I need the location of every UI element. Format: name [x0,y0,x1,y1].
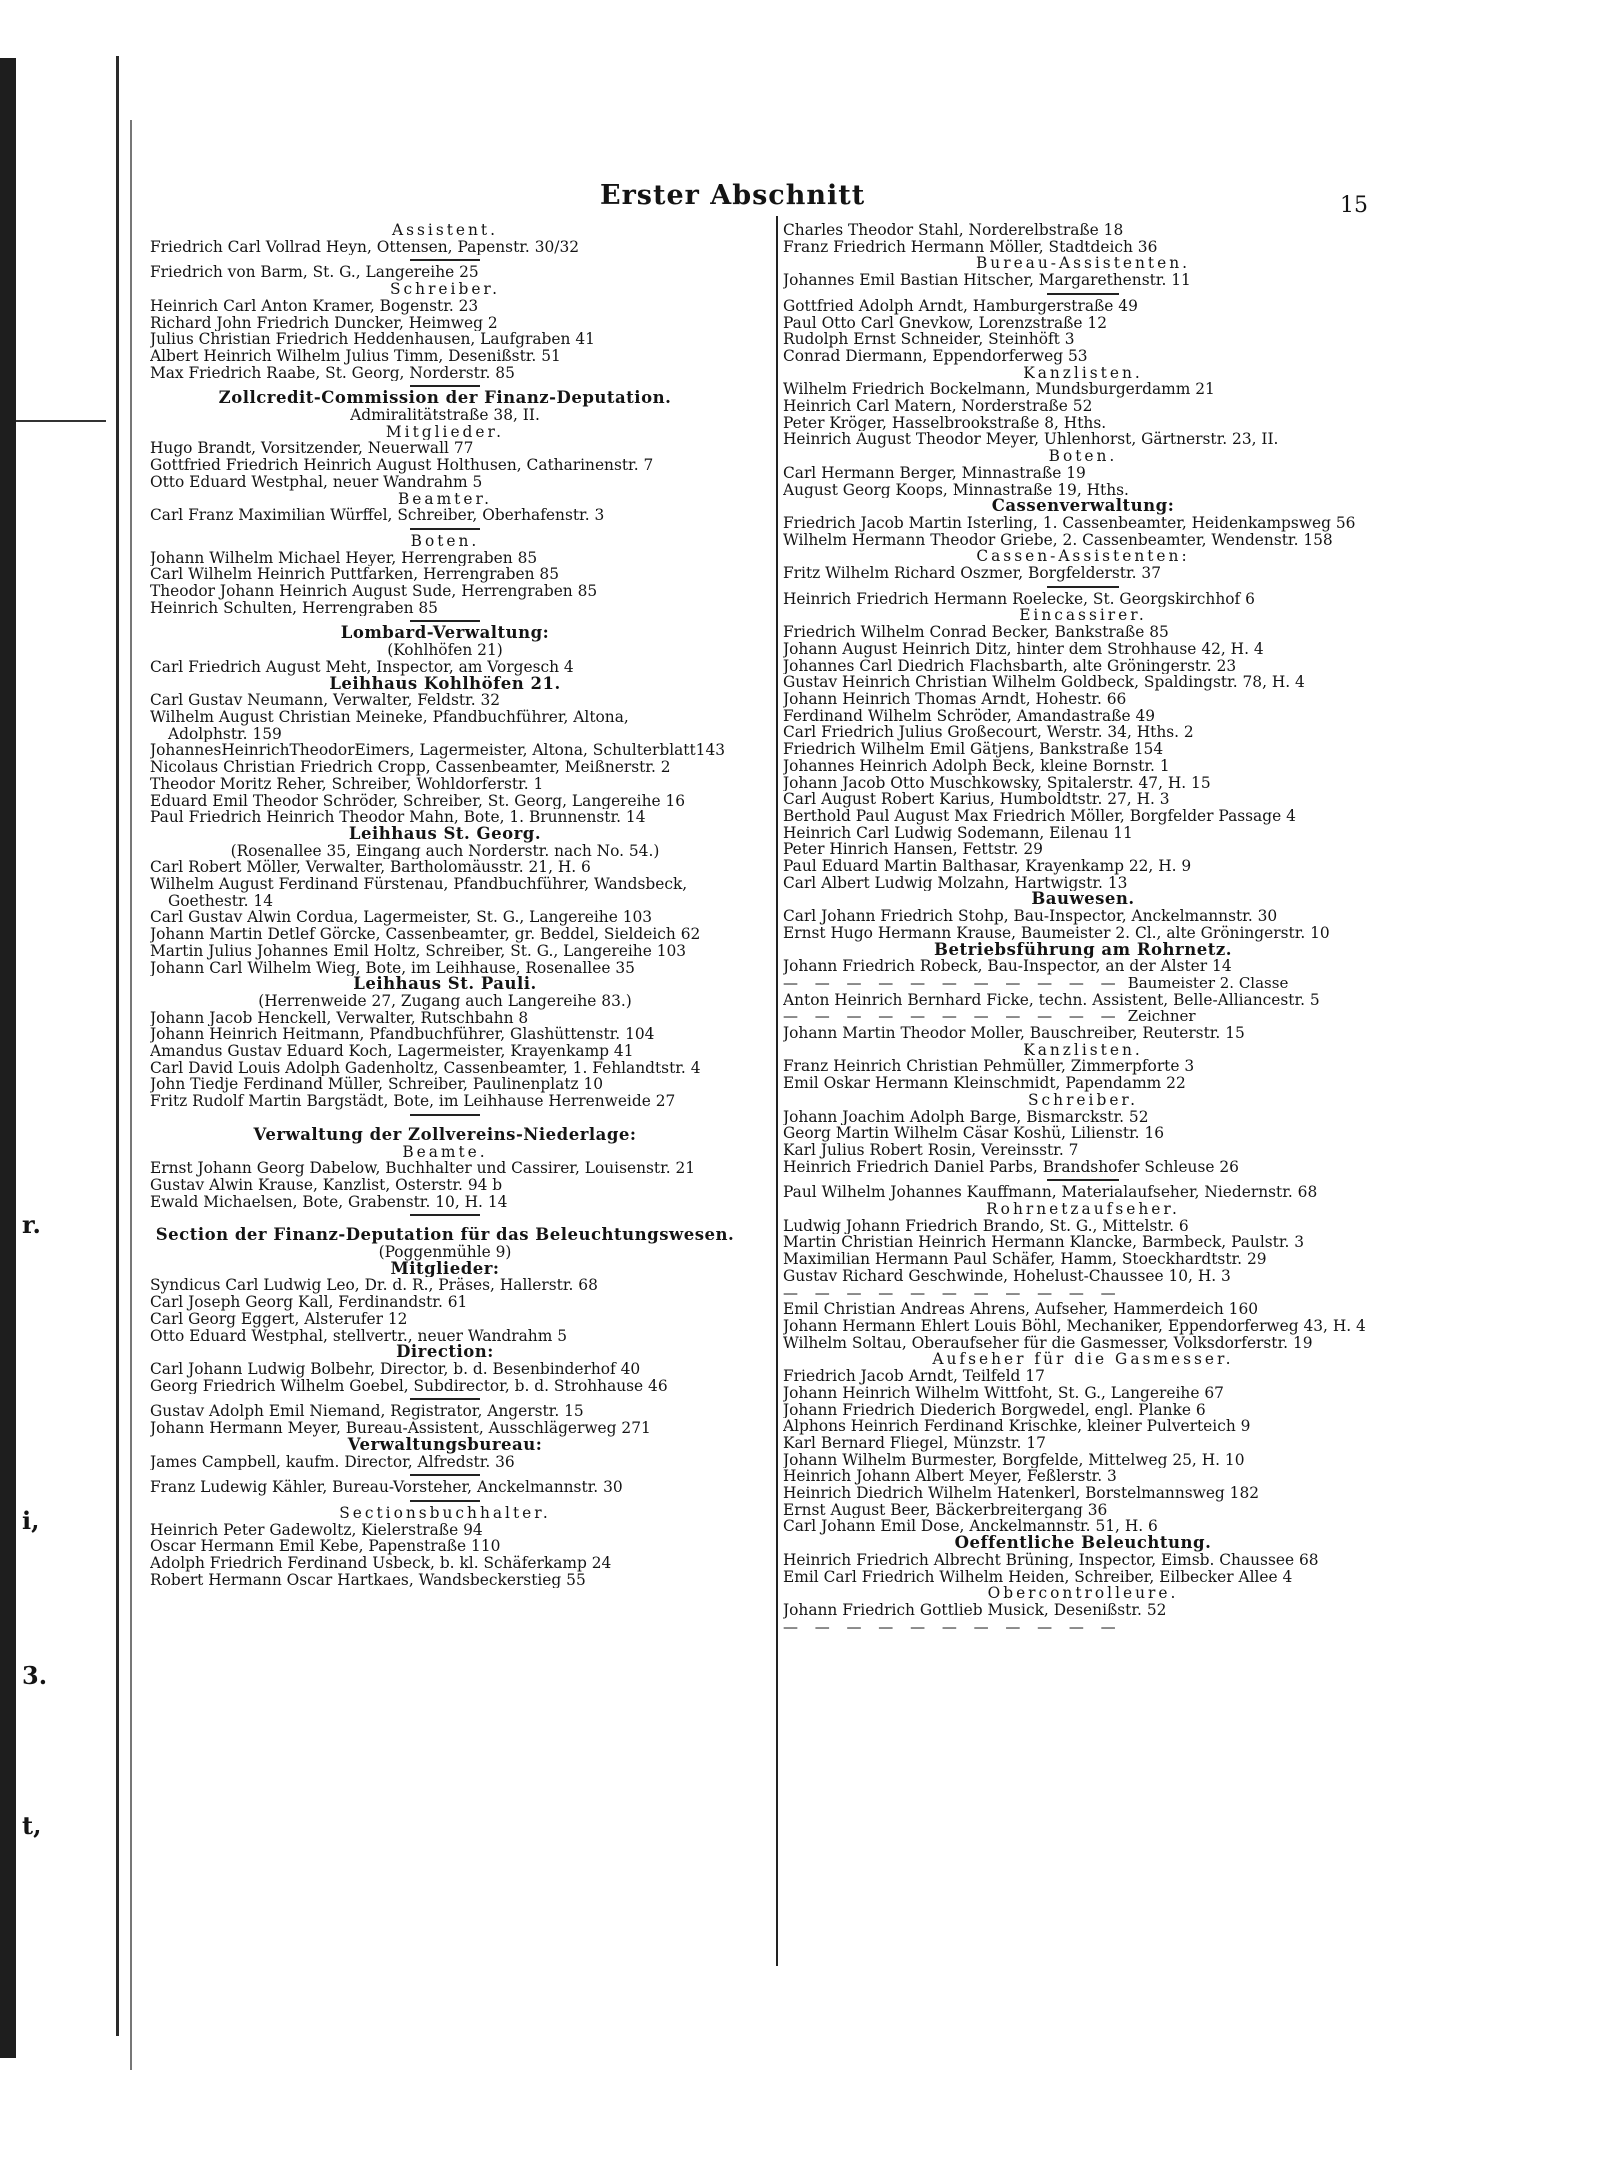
address-note: (Kohlhöfen 21) [387,642,503,659]
directory-entry: Ludwig Johann Friedrich Brando, St. G., Mittelstr. 6 [783,1217,1189,1235]
directory-entry: Friedrich Jacob Martin Isterling, 1. Cassenbeamter, Heidenkampsweg 56 [783,514,1356,532]
directory-entry: Franz Friedrich Hermann Möller, Stadtdeich 36 [783,238,1158,256]
section-rule [150,1470,740,1479]
directory-entry: Heinrich Carl Ludwig Sodemann, Eilenau 11 [783,824,1133,842]
directory-entry: Carl Johann Ludwig Bolbehr, Director, b. d. Besenbinderhof 40 [150,1361,641,1378]
dash-entry [783,1619,1383,1636]
directory-entry: Heinrich Friedrich Albrecht Brüning, Inspector, Eimsb. Chaussee 68 [783,1551,1319,1569]
directory-entry: Carl Gustav Neumann, Verwalter, Feldstr. 32 [150,692,501,709]
directory-entry: Alphons Heinrich Ferdinand Krischke, kleiner Pulverteich 9 [783,1418,1251,1435]
directory-entry: Julius Christian Friedrich Heddenhausen, Laufgraben 41 [150,331,595,348]
section-heading: Bauwesen. [1031,891,1135,909]
sub-heading: Obercontrolleure. [987,1585,1179,1602]
directory-entry: Charles Theodor Stahl, Norderelbstraße 18 [783,222,1124,239]
page-number: 15 [1340,193,1368,218]
directory-entry: Johann Wilhelm Michael Heyer, Herrengraben 85 [150,549,538,567]
sub-heading: Cassen-Assistenten: [976,548,1190,566]
directory-entry: Ewald Michaelsen, Bote, Grabenstr. 10, H. 14 [150,1193,508,1211]
directory-entry: Albert Heinrich Wilhelm Julius Timm, Desenißstr. 51 [150,347,561,365]
entry-continuation: Goethestr. 14 [168,892,273,910]
directory-entry: Karl Julius Robert Rosin, Vereinsstr. 7 [783,1141,1079,1159]
directory-entry: Heinrich Peter Gadewoltz, Kielerstraße 94 [150,1521,483,1539]
section-rule [150,255,740,264]
scanner-edge [0,58,16,2058]
dash-entry [783,1285,1383,1302]
directory-entry: Heinrich Friedrich Hermann Roelecke, St. Georgskirchhof 6 [783,590,1255,608]
sub-heading: Bureau-Assistenten. [975,255,1190,273]
sub-heading: Schreiber. [390,281,500,298]
directory-entry: Gustav Adolph Emil Niemand, Registrator, Angerstr. 15 [150,1403,584,1421]
spacer [150,1119,740,1127]
section-rule [783,582,1383,591]
section-rule [150,616,740,625]
directory-entry: John Tiedje Ferdinand Müller, Schreiber, Paulinenplatz 10 [150,1076,604,1094]
running-title: Erster Abschnitt [600,180,866,211]
directory-entry: Emil Christian Andreas Ahrens, Aufseher, Hammerdeich 160 [783,1301,1259,1318]
directory-entry: Johann Friedrich Gottlieb Musick, Desenißstr. 52 [783,1601,1167,1619]
directory-entry: Otto Eduard Westphal, neuer Wandrahm 5 [150,473,483,491]
directory-entry: Johann Martin Theodor Moller, Bauschreiber, Reuterstr. 15 [783,1025,1245,1042]
directory-entry: Franz Heinrich Christian Pehmüller, Zimmerpforte 3 [783,1058,1195,1076]
directory-entry: Carl Albert Ludwig Molzahn, Hartwigstr. 13 [783,874,1128,892]
directory-entry: Martin Christian Heinrich Hermann Klancke, Barmbeck, Paulstr. 3 [783,1234,1305,1252]
section-heading: Mitglieder: [390,1260,500,1278]
column-divider [776,216,778,1966]
sub-heading: Schreiber. [1028,1091,1138,1109]
directory-entry: Gustav Alwin Krause, Kanzlist, Osterstr. 94 b [150,1176,503,1194]
directory-entry: Gustav Heinrich Christian Wilhelm Goldbeck, Spaldingstr. 78, H. 4 [783,674,1305,691]
address-note: Admiralitätstraße 38, II. [350,407,540,424]
directory-entry: Ferdinand Wilhelm Schröder, Amandastraße 49 [783,707,1156,725]
sub-heading: Assistent. [391,222,498,239]
directory-entry: Heinrich Diedrich Wilhelm Hatenkerl, Borstelmannsweg 182 [783,1485,1260,1502]
section-heading: Lombard-Verwaltung: [340,625,550,643]
directory-entry: August Georg Koops, Minnastraße 19, Hths. [783,481,1129,499]
dash-entry [783,1008,1383,1025]
section-heading: Direction: [396,1344,494,1361]
directory-entry: Johann Jacob Otto Muschkowsky, Spitalerstr. 47, H. 15 [783,774,1211,792]
directory-entry: Anton Heinrich Bernhard Ficke, techn. Assistent, Belle-Alliancestr. 5 [783,991,1320,1009]
directory-entry: Friedrich Carl Vollrad Heyn, Ottensen, Papenstr. 30/32 [150,238,580,256]
directory-entry: Johann Martin Detlef Görcke, Cassenbeamter, gr. Beddel, Sieldeich 62 [150,926,701,943]
directory-entry: Johann Friedrich Diederich Borgwedel, engl. Planke 6 [783,1401,1206,1419]
directory-entry: Martin Julius Johannes Emil Holtz, Schreiber, St. G., Langereihe 103 [150,942,687,960]
directory-entry: Fritz Wilhelm Richard Oszmer, Borgfelderstr. 37 [783,565,1162,582]
directory-entry: Emil Oskar Hermann Kleinschmidt, Papendamm 22 [783,1075,1186,1092]
sub-heading: Eincassirer. [1019,607,1147,625]
directory-entry: Carl Georg Eggert, Alsterufer 12 [150,1310,408,1328]
dash-entry [783,975,1383,992]
directory-entry: Theodor Moritz Reher, Schreiber, Wohldorferstr. 1 [150,775,544,793]
section-heading: Betriebsführung am Rohrnetz. [934,941,1232,959]
section-heading: Verwaltungsbureau: [347,1436,543,1454]
directory-entry: Heinrich Schulten, Herrengraben 85 [150,599,438,617]
section-heading: Verwaltung der Zollvereins-Niederlage: [253,1126,637,1144]
directory-entry: Syndicus Carl Ludwig Leo, Dr. d. R., Präses, Hallerstr. 68 [150,1277,598,1295]
directory-entry: Gustav Richard Geschwinde, Hohelust-Chaussee 10, H. 3 [783,1267,1231,1285]
directory-entry: Johannes Emil Bastian Hitscher, Margarethenstr. 11 [783,272,1191,289]
section-rule [150,1210,740,1219]
directory-entry: Heinrich Carl Anton Kramer, Bogenstr. 23 [150,297,479,315]
section-rule [150,1394,740,1403]
right-column [783,222,1383,1635]
directory-entry: Adolph Friedrich Ferdinand Usbeck, b. kl. Schäferkamp 24 [150,1555,612,1572]
directory-entry: Johann Friedrich Robeck, Bau-Inspector, an der Alster 14 [783,958,1232,975]
directory-entry: Oscar Hermann Emil Kebe, Papenstraße 110 [150,1538,501,1556]
directory-entry: James Campbell, kaufm. Director, Alfredstr. 36 [150,1453,515,1471]
directory-entry: Hugo Brandt, Vorsitzender, Neuerwall 77 [150,440,474,458]
directory-entry: Amandus Gustav Eduard Koch, Lagermeister, Krayenkamp 41 [150,1043,634,1060]
directory-entry: Johann August Heinrich Ditz, hinter dem Strohhause 42, H. 4 [783,640,1264,658]
sub-heading: Aufseher für die Gasmesser. [932,1351,1234,1369]
directory-entry: Ernst Hugo Hermann Krause, Baumeister 2. Cl., alte Gröningerstr. 10 [783,924,1330,942]
directory-entry: Eduard Emil Theodor Schröder, Schreiber, St. Georg, Langereihe 16 [150,792,686,810]
directory-entry: Paul Friedrich Heinrich Theodor Mahn, Bote, 1. Brunnenstr. 14 [150,809,646,826]
directory-entry: Heinrich Johann Albert Meyer, Feßlerstr. 3 [783,1468,1117,1486]
directory-entry: Carl Hermann Berger, Minnastraße 19 [783,464,1086,482]
directory-entry: Conrad Diermann, Eppendorferweg 53 [783,347,1088,365]
directory-entry: Carl Friedrich August Meht, Inspector, am Vorgesch 4 [150,658,574,676]
sub-heading: Rohrnetzaufseher. [986,1201,1180,1218]
directory-entry: JohannesHeinrichTheodorEimers, Lagermeister, Altona, Schulterblatt143 [150,742,726,760]
section-rule [150,1496,740,1505]
directory-entry: Wilhelm Hermann Theodor Griebe, 2. Cassenbeamter, Wendenstr. 158 [783,531,1333,549]
directory-entry: Carl Wilhelm Heinrich Puttfarken, Herrengraben 85 [150,566,560,584]
sub-heading: Boten. [1048,448,1118,465]
directory-entry: Karl Bernard Fliegel, Münzstr. 17 [783,1434,1046,1452]
section-heading: Leihhaus Kohlhöfen 21. [329,675,561,693]
directory-entry: Georg Friedrich Wilhelm Goebel, Subdirector, b. d. Strohhause 46 [150,1377,668,1395]
directory-entry: Carl David Louis Adolph Gadenholtz, Cassenbeamter, 1. Fehlandtstr. 4 [150,1059,701,1077]
spacer [150,1219,740,1227]
directory-entry: Ernst August Beer, Bäckerbreitergang 36 [783,1501,1108,1519]
previous-page-fragment: i, [22,1506,40,1535]
directory-entry: Johann Carl Wilhelm Wieg, Bote, im Leihhause, Rosenallee 35 [150,959,635,977]
sub-heading: Kanzlisten. [1023,364,1143,382]
dash-leader: — — — — — — — — — — — [783,974,1122,992]
directory-entry: Paul Wilhelm Johannes Kauffmann, Materialaufseher, Niedernstr. 68 [783,1184,1318,1202]
directory-entry: Carl Gustav Alwin Cordua, Lagermeister, St. G., Langereihe 103 [150,909,653,927]
directory-entry: Johann Hermann Meyer, Bureau-Assistent, Ausschlägerweg 271 [150,1420,651,1437]
directory-entry: Heinrich August Theodor Meyer, Uhlenhorst, Gärtnerstr. 23, II. [783,431,1279,449]
dash-entry-text: Zeichner [1127,1008,1196,1026]
directory-entry: Johann Wilhelm Burmester, Borgfelde, Mittelweg 25, H. 10 [783,1451,1245,1469]
directory-entry: Nicolaus Christian Friedrich Cropp, Cassenbeamter, Meißnerstr. 2 [150,759,671,776]
section-heading: Leihhaus St. Pauli. [353,976,537,993]
dash-entry-text: Baumeister 2. Classe [1127,974,1289,992]
directory-entry: Heinrich Carl Matern, Norderstraße 52 [783,398,1093,415]
previous-page-margin [16,56,119,2036]
sub-heading: Beamter. [397,490,493,508]
directory-entry: Emil Carl Friedrich Wilhelm Heiden, Schreiber, Eilbecker Allee 4 [783,1568,1293,1586]
entry-continuation: Adolphstr. 159 [168,725,282,743]
directory-entry: Johann Heinrich Wilhelm Wittfoht, St. G., Langereihe 67 [783,1384,1224,1402]
section-rule [150,524,740,533]
section-heading: Section der Finanz-Deputation für das Beleuchtungswesen. [155,1227,735,1245]
address-note: (Poggenmühle 9) [378,1244,512,1261]
directory-entry: Carl Friedrich Julius Großecourt, Werstr. 34, Hths. 2 [783,724,1194,742]
directory-entry: Maximilian Hermann Paul Schäfer, Hamm, Stoeckhardtstr. 29 [783,1251,1267,1268]
section-heading: Oeffentliche Beleuchtung. [954,1535,1212,1552]
directory-entry: Johann Hermann Ehlert Louis Böhl, Mechaniker, Eppendorferweg 43, H. 4 [783,1318,1366,1335]
section-heading: Leihhaus St. Georg. [348,825,542,843]
previous-page-fragment: 3. [22,1661,48,1690]
directory-entry: Wilhelm August Christian Meineke, Pfandbuchführer, Altona, [150,708,629,726]
sub-heading: Sectionsbuchhalter. [339,1504,551,1522]
sub-heading: Beamte. [402,1143,488,1161]
directory-entry: Johann Heinrich Heitmann, Pfandbuchführer, Glashüttenstr. 104 [150,1026,655,1044]
directory-entry: Wilhelm Soltau, Oberaufseher für die Gasmesser, Volksdorferstr. 19 [783,1334,1313,1352]
section-rule [150,1110,740,1119]
section-heading: Zollcredit-Commission der Finanz-Deputation. [218,390,672,408]
section-rule [783,289,1383,298]
directory-entry: Friedrich Wilhelm Emil Gätjens, Bankstraße 154 [783,741,1164,758]
directory-entry: Georg Martin Wilhelm Cäsar Koshü, Lilienstr. 16 [783,1125,1165,1142]
directory-entry: Carl Johann Friedrich Stohp, Bau-Inspector, Anckelmannstr. 30 [783,908,1278,925]
directory-entry: Johann Jacob Henckell, Verwalter, Rutschbahn 8 [150,1009,529,1027]
directory-entry: Otto Eduard Westphal, stellvertr., neuer Wandrahm 5 [150,1327,567,1345]
directory-entry: Theodor Johann Heinrich August Sude, Herrengraben 85 [150,583,598,600]
directory-entry: Friedrich Jacob Arndt, Teilfeld 17 [783,1368,1045,1385]
directory-entry: Carl Robert Möller, Verwalter, Bartholomäusstr. 21, H. 6 [150,859,591,877]
directory-entry: Peter Kröger, Hasselbrookstraße 8, Hths. [783,414,1107,432]
directory-entry: Paul Eduard Martin Balthasar, Krayenkamp 22, H. 9 [783,858,1192,875]
directory-entry: Max Friedrich Raabe, St. Georg, Norderstr. 85 [150,364,515,382]
section-rule [783,1175,1383,1184]
directory-entry: Johann Heinrich Thomas Arndt, Hohestr. 66 [783,690,1127,708]
directory-entry: Rudolph Ernst Schneider, Steinhöft 3 [783,331,1075,348]
directory-entry: Ernst Johann Georg Dabelow, Buchhalter und Cassirer, Louisenstr. 21 [150,1160,696,1177]
dash-leader: — — — — — — — — — — — [783,1008,1122,1026]
dash-leader: — — — — — — — — — — — [783,1618,1122,1636]
previous-page-rule [16,420,106,422]
sub-heading: Mitglieder. [385,423,505,441]
sub-heading: Kanzlisten. [1023,1041,1143,1059]
address-note: (Herrenweide 27, Zugang auch Langereihe 83.) [258,992,632,1010]
previous-page-fragment: t, [22,1811,42,1840]
section-heading: Cassenverwaltung: [991,498,1175,515]
directory-entry: Carl August Robert Karius, Humboldtstr. 27, H. 3 [783,791,1170,808]
directory-entry: Johann Joachim Adolph Barge, Bismarckstr. 52 [783,1108,1149,1126]
directory-entry: Friedrich Wilhelm Conrad Becker, Bankstraße 85 [783,624,1169,641]
directory-entry: Franz Ludewig Kähler, Bureau-Vorsteher, Anckelmannstr. 30 [150,1479,623,1496]
directory-entry: Peter Hinrich Hansen, Fettstr. 29 [783,841,1043,859]
directory-entry: Heinrich Friedrich Daniel Parbs, Brandshofer Schleuse 26 [783,1158,1239,1176]
directory-entry: Gottfried Adolph Arndt, Hamburgerstraße 49 [783,297,1138,315]
directory-entry: Richard John Friedrich Duncker, Heimweg 2 [150,314,498,332]
sub-heading: Boten. [410,532,480,550]
directory-entry: Carl Johann Emil Dose, Anckelmannstr. 51, H. 6 [783,1518,1158,1536]
left-column [150,222,740,1588]
directory-entry: Gottfried Friedrich Heinrich August Holthusen, Catharinenstr. 7 [150,457,654,474]
directory-entry: Fritz Rudolf Martin Bargstädt, Bote, im Leihhause Herrenweide 27 [150,1093,676,1110]
directory-entry: Friedrich von Barm, St. G., Langereihe 25 [150,264,479,282]
previous-page-fragment: r. [22,1210,41,1239]
directory-entry: Berthold Paul August Max Friedrich Möller, Borgfelder Passage 4 [783,807,1296,825]
directory-entry: Johannes Heinrich Adolph Beck, kleine Bornstr. 1 [783,757,1170,775]
directory-entry: Carl Joseph Georg Kall, Ferdinandstr. 61 [150,1294,468,1311]
directory-entry: Paul Otto Carl Gnevkow, Lorenzstraße 12 [783,314,1108,332]
address-note: (Rosenallee 35, Eingang auch Norderstr. nach No. 54.) [230,842,660,860]
dash-leader: — — — — — — — — — — — [783,1284,1122,1302]
section-rule [150,381,740,390]
directory-entry: Johannes Carl Diedrich Flachsbarth, alte Gröningerstr. 23 [783,657,1237,675]
directory-entry: Robert Hermann Oscar Hartkaes, Wandsbeckerstieg 55 [150,1571,586,1589]
directory-entry: Carl Franz Maximilian Würffel, Schreiber, Oberhafenstr. 3 [150,507,605,524]
directory-entry: Wilhelm August Ferdinand Fürstenau, Pfandbuchführer, Wandsbeck, [150,876,688,893]
directory-entry: Wilhelm Friedrich Bockelmann, Mundsburgerdamm 21 [783,381,1215,399]
